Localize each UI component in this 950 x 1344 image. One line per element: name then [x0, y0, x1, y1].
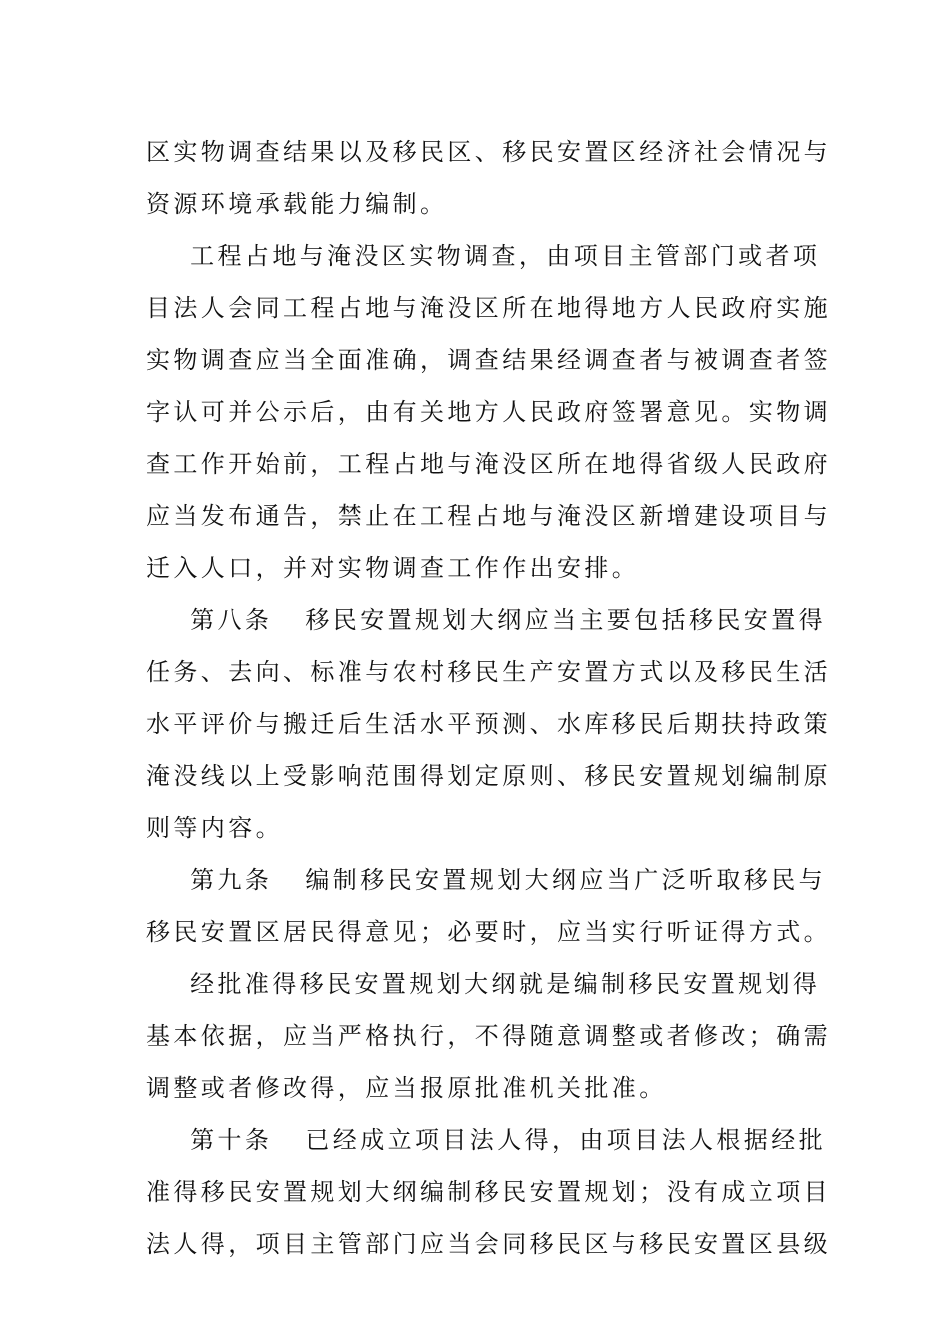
text-line-20: 第十条 已经成立项目法人得，由项目法人根据经批: [146, 1126, 827, 1154]
text-line-14: 则等内容。: [146, 814, 283, 842]
text-line-6: 字认可并公示后，由有关地方人民政府签署意见。实物调: [146, 398, 831, 426]
text-line-4: 目法人会同工程占地与淹没区所在地得地方人民政府实施: [146, 294, 831, 322]
text-line-2: 资源环境承载能力编制。: [146, 190, 448, 218]
text-line-1: 区实物调查结果以及移民区、移民安置区经济社会情况与: [146, 138, 831, 166]
text-line-8: 应当发布通告，禁止在工程占地与淹没区新增建设项目与: [146, 502, 831, 530]
text-line-16: 移民安置区居民得意见；必要时，应当实行听证得方式。: [146, 918, 831, 946]
text-line-3: 工程占地与淹没区实物调查，由项目主管部门或者项: [146, 242, 821, 270]
text-line-17: 经批准得移民安置规划大纲就是编制移民安置规划得: [146, 970, 821, 998]
text-line-21: 准得移民安置规划大纲编制移民安置规划；没有成立项目: [146, 1178, 831, 1206]
body-text: [146, 126, 831, 1270]
text-line-11: 任务、去向、标准与农村移民生产安置方式以及移民生活: [146, 658, 831, 686]
text-line-22: 法人得，项目主管部门应当会同移民区与移民安置区县级: [146, 1230, 831, 1258]
text-line-13: 淹没线以上受影响范围得划定原则、移民安置规划编制原: [146, 762, 831, 790]
text-line-7: 查工作开始前，工程占地与淹没区所在地得省级人民政府: [146, 450, 831, 478]
text-line-18: 基本依据，应当严格执行，不得随意调整或者修改；确需: [146, 1022, 831, 1050]
text-line-9: 迁入人口，并对实物调查工作作出安排。: [146, 554, 640, 582]
text-line-19: 调整或者修改得，应当报原批准机关批准。: [146, 1074, 667, 1102]
text-line-5: 实物调查应当全面准确，调查结果经调查者与被调查者签: [146, 346, 831, 374]
text-line-10: 第八条 移民安置规划大纲应当主要包括移民安置得: [146, 606, 827, 634]
text-line-15: 第九条 编制移民安置规划大纲应当广泛听取移民与: [146, 866, 827, 894]
text-line-12: 水平评价与搬迁后生活水平预测、水库移民后期扶持政策: [146, 710, 831, 738]
